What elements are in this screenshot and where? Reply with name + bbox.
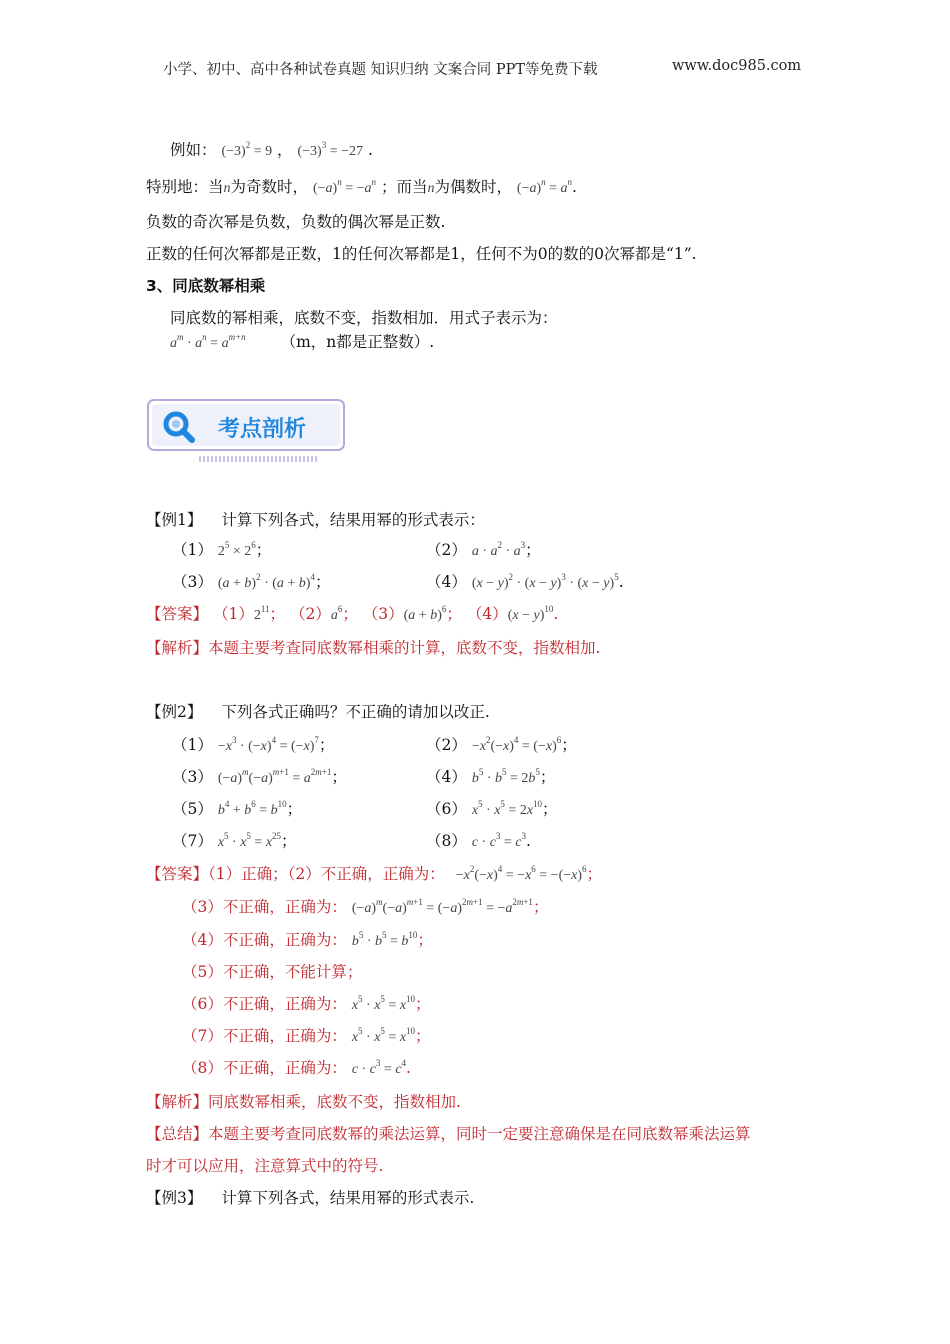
analysis-tag: 【解析】 [146, 1093, 209, 1111]
example-3-tag: 【例3】 [146, 1189, 203, 1207]
answer-text: （7）不正确，正确为： [182, 1027, 347, 1045]
example-3-question: 计算下列各式，结果用幂的形式表示. [221, 1189, 475, 1207]
answer-expr: $(a + b)^6$ [403, 604, 447, 623]
summary-text-1: 本题主要考查同底数幂的乘法运算，同时一定要注意确保是在同底数幂乘法运算 [208, 1125, 751, 1143]
item-num: （3） [172, 573, 213, 591]
item-expr: $a \cdot a^2 \cdot a^3$ [471, 540, 526, 559]
example-2-item-7: （7） $x^5 \cdot x^5 = x^{25}$； [172, 831, 297, 850]
example-2-item-8: （8） $c \cdot c^3 = c^3$. [426, 831, 531, 850]
example-2-summary [146, 1122, 751, 1144]
answer-expr: $x^5 \cdot x^5 = x^{10}$ [351, 994, 416, 1013]
example-2-heading [146, 700, 490, 722]
example-2-item-3: （3） $(-a)^m(-a)^{m+1} = a^{2m+1}$； [172, 767, 347, 786]
item-num: （2） [426, 541, 467, 559]
example-2-tag: 【例2】 [146, 703, 203, 721]
analysis-text: 本题主要考查同底数幂相乘的计算，底数不变，指数相加. [208, 639, 601, 657]
answer-expr: $a^6$ [330, 604, 343, 623]
special-text-1: 特别地：当 [146, 178, 224, 196]
example-2-answer-5: （5）不正确，不能计算； [182, 963, 363, 981]
item-expr: $(a + b)^2 \cdot (a + b)^4$ [217, 572, 315, 591]
example-1-heading [146, 508, 485, 530]
example-2-answer-3: （3）不正确，正确为： $(-a)^m(-a)^{m+1} = (-a)^{2m+1} = -a^{2m+1}$； [182, 897, 549, 916]
answer-num: （3） [362, 605, 404, 623]
summary-tag: 【总结】 [146, 1125, 209, 1143]
answer-expr: $b^5 \cdot b^5 = b^{10}$ [351, 930, 418, 949]
item-num: （8） [426, 832, 467, 850]
odd-power-expr: $(-a)^n = -a^n$ [312, 177, 376, 196]
answer-expr: $x^5 \cdot x^5 = x^{10}$ [351, 1026, 416, 1045]
formula-note: （m，n都是正整数）. [280, 333, 435, 351]
intro-example-line [170, 138, 373, 160]
answer-num: （1） [212, 605, 254, 623]
answer-text: （4）不正确，正确为： [182, 931, 347, 949]
positive-power-rule: 正数的任何次幂都是正数，1的任何次幂都是1，任何不为0的数的0次幂都是“1”. [146, 245, 697, 263]
answer-text: （1）正确；（2）不正确，正确为： [208, 865, 445, 883]
example-2-answer-4: （4）不正确，正确为： $b^5 \cdot b^5 = b^{10}$； [182, 930, 433, 949]
key-points-badge [146, 398, 346, 464]
example-1-analysis [146, 636, 600, 658]
answer-tag: 【答案】 [146, 865, 209, 883]
example-2-question: 下列各式正确吗？不正确的请加以改正. [221, 703, 490, 721]
item-num: （1） [172, 541, 213, 559]
example-3-heading [146, 1186, 474, 1208]
answer-num: （4） [466, 605, 508, 623]
item-num: （5） [172, 800, 213, 818]
example-2-answer-7: （7）不正确，正确为： $x^5 \cdot x^5 = x^{10}$； [182, 1026, 431, 1045]
magnifier-icon [162, 410, 196, 444]
example-expr-1: $(-3)^2 = 9$ [221, 140, 273, 159]
example-2-item-2: $(2) -x^2(-x)^4 = (-x)^6$； [426, 735, 577, 754]
header-text: 小学、初中、高中各种试卷真题 知识归纳 文案合同 PPT等免费下载 [163, 62, 598, 78]
item-expr: $b^4 + b^6 = b^{10}$ [217, 799, 287, 818]
item-expr: $x^5 \cdot x^5 = 2x^{10}$ [471, 799, 543, 818]
item-expr: $(x - y)^2 \cdot (x - y)^3 \cdot (x - y)^5$ [471, 572, 619, 591]
item-expr: $(-a)^m(-a)^{m+1} = a^{2m+1}$ [217, 767, 332, 786]
item-expr: $2^5 \times 2^6$ [217, 540, 256, 559]
item-num: （1） [172, 736, 213, 754]
item-num: （7） [172, 832, 213, 850]
example-1-item-4: （4） $(x - y)^2 \cdot (x - y)^3 \cdot (x - y)^5$. [426, 572, 624, 591]
special-text-2: 为奇数时， [230, 178, 309, 196]
section-3-title: 3、同底数幂相乘 [146, 277, 266, 295]
special-text-3: ；而当 [380, 178, 428, 196]
answer-expr: $2^{11}$ [253, 604, 270, 623]
example-1-question: 计算下列各式，结果用幂的形式表示： [221, 511, 485, 529]
example-2-item-1: $(1) -x^3 \cdot (-x)^4 = (-x)^7$； [172, 735, 335, 754]
var-n-2: n [427, 181, 435, 196]
example-1-item-2: （2） $a \cdot a^2 \cdot a^3$； [426, 540, 541, 559]
period: . [367, 141, 373, 159]
example-2-answer-8: （8）不正确，正确为： $c \cdot c^3 = c^4$. [182, 1058, 411, 1077]
example-1-item-3: （3） $(a + b)^2 \cdot (a + b)^4$； [172, 572, 331, 591]
comma: ， [277, 141, 293, 159]
example-1-answer: 【答案】 $(1)2^{11}$； $(2)a^6$； $(3)(a + b)^6$； $(4)(x - y)^{10}$. [146, 604, 559, 623]
special-text-4: 为偶数时， [434, 178, 512, 196]
example-2-summary-line-2: 时才可以应用，注意算式中的符号. [146, 1157, 384, 1175]
example-prefix: 例如： [170, 141, 217, 159]
section-3-desc: 同底数的幂相乘，底数不变，指数相加．用式子表示为： [170, 309, 558, 327]
item-num: （2） [426, 736, 467, 754]
answer-text: （3）不正确，正确为： [182, 898, 347, 916]
item-num: （3） [172, 768, 213, 786]
header-site-link[interactable]: www.doc985.com [672, 58, 802, 74]
analysis-tag: 【解析】 [146, 639, 209, 657]
answer-tag: 【答案】 [146, 605, 209, 623]
answer-expr: $-x^2(-x)^4 = -x^6 = -(-x)^6$ [455, 864, 587, 883]
example-2-answer-1: 【答案】（1）正确；（2）不正确，正确为： $-x^2(-x)^4 = -x^6 = -(-x)^6$； [146, 864, 603, 883]
item-expr: $-x^2(-x)^4 = (-x)^6$ [471, 735, 562, 754]
example-2-item-6: （6） $x^5 \cdot x^5 = 2x^{10}$； [426, 799, 558, 818]
answer-text: （8）不正确，正确为： [182, 1059, 347, 1077]
example-1-tag: 【例1】 [146, 511, 203, 529]
product-rule-formula: $a^m \cdot a^n = a^{m+n}$ [170, 332, 246, 351]
item-num: （6） [426, 800, 467, 818]
item-expr: $x^5 \cdot x^5 = x^{25}$ [217, 831, 282, 850]
example-expr-2: $(-3)^3 = -27$ [297, 140, 364, 159]
example-2-answer-6: （6）不正确，正确为： $x^5 \cdot x^5 = x^{10}$； [182, 994, 431, 1013]
example-2-analysis [146, 1090, 461, 1112]
badge-label: 考点剖析 [218, 417, 307, 442]
even-power-expr: $(-a)^n = a^n$ [516, 177, 573, 196]
section-3-formula-line [170, 330, 434, 352]
negative-power-rule: 负数的奇次幂是负数，负数的偶次幂是正数. [146, 213, 446, 231]
special-case-line: 特别地：当n为奇数时， $(-a)^n = -a^n$ ；而当n为偶数时， $(-a)^n = a^n$. [146, 177, 577, 196]
answer-expr: $c \cdot c^3 = c^4$ [351, 1058, 407, 1077]
answer-text: （6）不正确，正确为： [182, 995, 347, 1013]
var-n: n [223, 181, 231, 196]
example-1-item-1: （1） $2^5 \times 2^6$； [172, 540, 272, 559]
item-num: （4） [426, 768, 467, 786]
answer-num: （2） [289, 605, 331, 623]
answer-expr: $(-a)^m(-a)^{m+1} = (-a)^{2m+1} = -a^{2m+1}$ [351, 897, 533, 916]
example-2-item-5: （5） $b^4 + b^6 = b^{10}$； [172, 799, 303, 818]
example-2-item-4: （4） $b^5 \cdot b^5 = 2b^5$； [426, 767, 556, 786]
answer-expr: $(x - y)^{10}$ [507, 604, 554, 623]
item-expr: $c \cdot c^3 = c^3$ [471, 831, 527, 850]
item-num: （4） [426, 573, 467, 591]
item-expr: $b^5 \cdot b^5 = 2b^5$ [471, 767, 540, 786]
item-expr: $-x^3 \cdot (-x)^4 = (-x)^7$ [217, 735, 319, 754]
analysis-text: 同底数幂相乘，底数不变，指数相加. [208, 1093, 461, 1111]
